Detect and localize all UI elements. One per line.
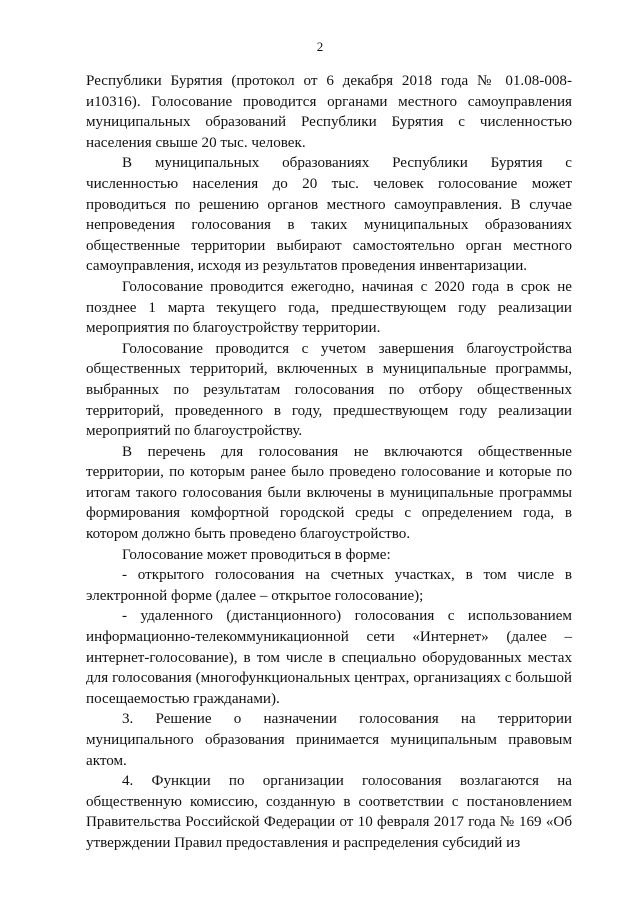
- page-number: 2: [316, 39, 324, 54]
- clause-4: 4. Функции по организации голосования возлагаются на общественную комиссию, созданную в соответствии с постановлением Правительства Российской Федерации от 10 февраля 2017 года № 169 «Об утверждении Правил предоставления и распределения субсидий из: [86, 773, 572, 851]
- paragraph-small-municipalities: В муниципальных образованиях Республики Бурятия с численностью населения до 20 тыс. человек голосование может проводиться по решению органов местного самоуправления. В случае непроведения голосования в таких муниципальных образованиях общественные территории выбирают самостоятельно орган местного самоуправления, исходя из результатов проведения инвентаризации.: [86, 155, 572, 275]
- paragraph-exclusions: В перечень для голосования не включаются общественные территории, по которым ранее было проведено голосование и которые по итогам такого голосования были включены в муниципальные программы формирования комфортной городской среды с определением года, в котором должно быть проведено благоустройство.: [86, 443, 572, 543]
- list-item-open-voting: - открытого голосования на счетных участках, в том числе в электронной форме (далее – открытое голосование);: [86, 567, 572, 604]
- list-item-internet-voting: - удаленного (дистанционного) голосования с использованием информационно-телекоммуникационной сети «Интернет» (далее – интернет-голосование), в том числе в специально оборудованных местах для голосования (многофункциональных центрах, организациях с большой посещаемостью гражданами).: [86, 608, 572, 707]
- paragraph-completion-condition: Голосование проводится с учетом завершения благоустройства общественных территорий, включенных в муниципальные программы, выбранных по результатам голосования по отбору общественных территорий, проведенного в году, предшествующем году реализации мероприятий по благоустройству.: [86, 340, 572, 440]
- paragraph-voting-schedule: Голосование проводится ежегодно, начиная с 2020 года в срок не позднее 1 марта текущего года, предшествующем году реализации мероприятия по благоустройству территории.: [86, 278, 572, 337]
- clause-3: 3. Решение о назначении голосования на территории муниципального образования принимается муниципальным правовым актом.: [86, 711, 572, 769]
- paragraph-voting-forms-intro: Голосование может проводиться в форме:: [122, 546, 391, 563]
- paragraph-continuation: Республики Бурятия (протокол от 6 декабря 2018 года № 01.08-008-и10316). Голосование проводится органами местного самоуправления муниципальных образований Республики Бурятия с численностью населения свыше 20 тыс. человек.: [86, 73, 572, 151]
- document-body: [86, 71, 572, 854]
